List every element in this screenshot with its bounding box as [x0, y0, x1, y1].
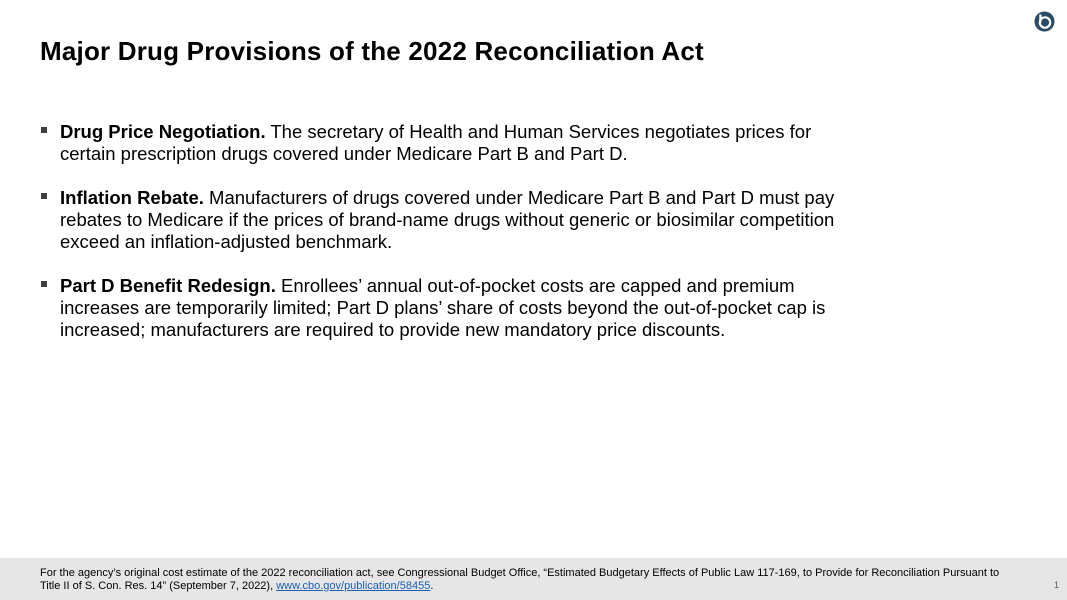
bullet-list	[40, 121, 870, 363]
bullet-item-drug-price-negotiation	[40, 121, 870, 165]
square-bullet-icon	[41, 127, 47, 133]
source-note	[40, 567, 1000, 593]
cbo-logo-icon	[1034, 11, 1055, 32]
bullet-term: Inflation Rebate.	[60, 187, 204, 208]
square-bullet-icon	[41, 281, 47, 287]
bullet-item-part-d-benefit-redesign	[40, 275, 870, 341]
bullet-text: Enrollees’ annual out-of-pocket costs are capped and premium increases are temporarily limited; Part D plans’ share of costs beyond the out-of-pocket cap is increased; manufacturers are required to provide new mandatory price discounts.	[60, 275, 826, 340]
page-number: 1	[1053, 580, 1059, 590]
bullet-term: Drug Price Negotiation.	[60, 121, 266, 142]
slide-title: Major Drug Provisions of the 2022 Reconciliation Act	[40, 36, 704, 66]
footer	[0, 558, 1067, 600]
bullet-text: The secretary of Health and Human Services negotiates prices for certain prescription drugs covered under Medicare Part B and Part D.	[60, 121, 812, 164]
bullet-item-inflation-rebate	[40, 187, 870, 253]
source-note-text: For the agency’s original cost estimate of the 2022 reconciliation act, see Congressional Budget Office, “Estimated Budgetary Effects of Public Law 117-169, to Provide for Reconciliation Pursuant to Title II of S. Con. Res. 14” (September 7, 2022),	[40, 567, 1000, 592]
bullet-term: Part D Benefit Redesign.	[60, 275, 276, 296]
source-note-end: .	[430, 580, 434, 592]
square-bullet-icon	[41, 193, 47, 199]
bullet-text: Manufacturers of drugs covered under Medicare Part B and Part D must pay rebates to Medicare if the prices of brand-name drugs without generic or biosimilar competition exceed an inflation-adjusted benchmark.	[60, 187, 835, 252]
publication-link[interactable]: www.cbo.gov/publication/58455	[276, 580, 431, 592]
